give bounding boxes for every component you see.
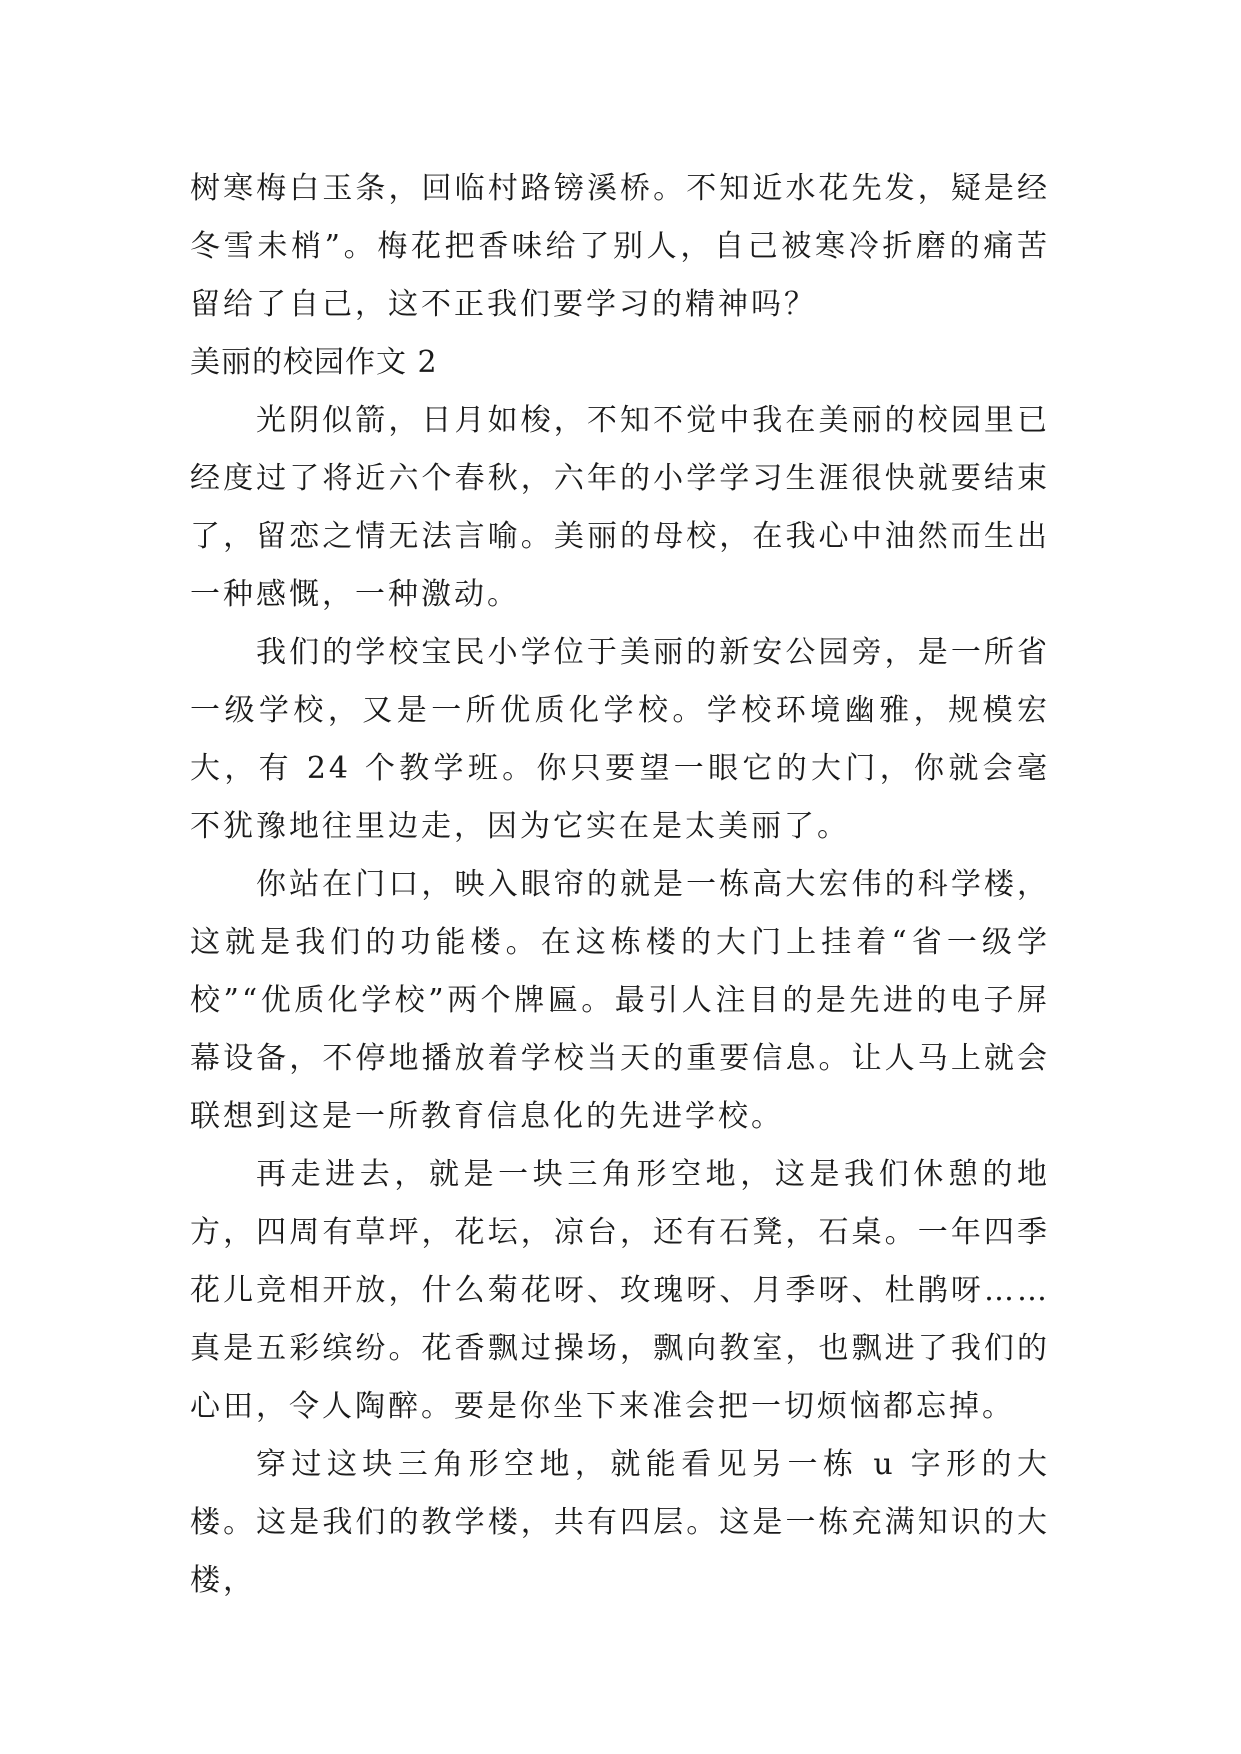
essay-heading: 美丽的校园作文 2 — [190, 345, 438, 380]
paragraph-4: 再走进去，就是一块三角形空地，这是我们休憩的地方，四周有草坪，花坛，凉台，还有石凳，石桌。一年四季花儿竞相开放，什么菊花呀、玫瑰呀、月季呀、杜鹃呀……真是五彩缤纷。花香飘过操场，飘向教室，也飘进了我们的心田，令人陶醉。要是你坐下来准会把一切烦恼都忘掉。 — [190, 1157, 1050, 1424]
paragraph-3: 你站在门口，映入眼帘的就是一栋高大宏伟的科学楼，这就是我们的功能楼。在这栋楼的大门上挂着“省一级学校”“优质化学校”两个牌匾。最引人注目的是先进的电子屏幕设备，不停地播放着学校当天的重要信息。让人马上就会联想到这是一所教育信息化的先进学校。 — [190, 867, 1050, 1134]
paragraph-2: 我们的学校宝民小学位于美丽的新安公园旁，是一所省一级学校，又是一所优质化学校。学校环境幽雅，规模宏大，有 24 个教学班。你只要望一眼它的大门，你就会毫不犹豫地往里边走，因为它实在是太美丽了。 — [190, 635, 1050, 844]
document-body — [190, 160, 1050, 1610]
continuation-paragraph: 树寒梅白玉条，回临村路镑溪桥。不知近水花先发，疑是经冬雪未梢”。梅花把香味给了别人，自己被寒冷折磨的痛苦留给了自己，这不正我们要学习的精神吗？ — [190, 171, 1050, 322]
paragraph-5: 穿过这块三角形空地，就能看见另一栋 u 字形的大楼。这是我们的教学楼，共有四层。这是一栋充满知识的大楼， — [190, 1447, 1050, 1598]
paragraph-1: 光阴似箭，日月如梭，不知不觉中我在美丽的校园里已经度过了将近六个春秋，六年的小学学习生涯很快就要结束了，留恋之情无法言喻。美丽的母校，在我心中油然而生出一种感慨，一种激动。 — [190, 403, 1050, 612]
